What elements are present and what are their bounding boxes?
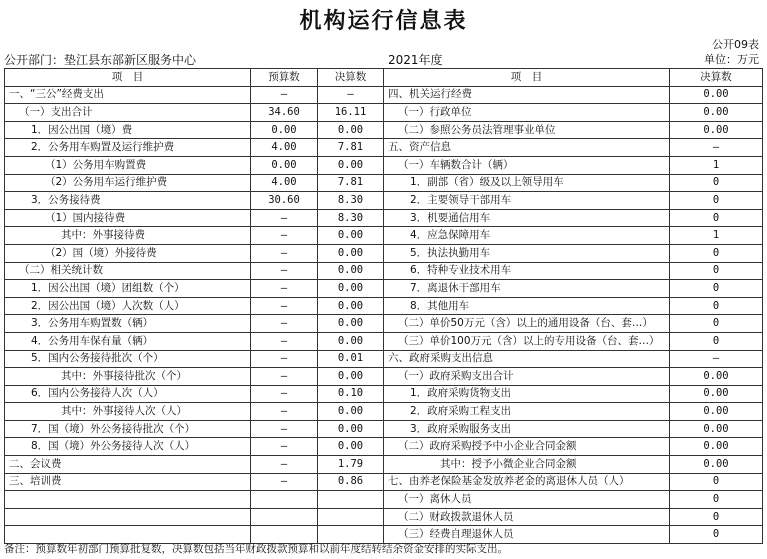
right-item-cell: 7．离退休干部用车 xyxy=(384,280,670,298)
right-item-cell: （一）政府采购支出合计 xyxy=(384,368,670,386)
final-left-cell: 0.00 xyxy=(318,156,384,174)
final-right-cell: 0 xyxy=(670,192,763,210)
left-item-cell: 三、培训费 xyxy=(5,473,251,491)
header-final-left: 决算数 xyxy=(318,69,384,87)
unit-label: 单位：万元 xyxy=(704,53,759,66)
final-left-cell: 0.00 xyxy=(318,244,384,262)
left-item-cell: 3．公务用车购置数（辆） xyxy=(5,315,251,333)
budget-cell: 30.60 xyxy=(251,192,318,210)
right-item-cell: （一）行政单位 xyxy=(384,104,670,122)
left-item-cell: 一、“三公”经费支出 xyxy=(5,86,251,104)
table-row xyxy=(5,262,763,280)
left-item-cell: （2）公务用车运行维护费 xyxy=(5,174,251,192)
final-right-cell: 0.00 xyxy=(670,403,763,421)
left-item-cell: （1）公务用车购置费 xyxy=(5,156,251,174)
left-item-cell xyxy=(5,508,251,526)
final-right-cell: 0 xyxy=(670,174,763,192)
final-right-cell: 0 xyxy=(670,280,763,298)
budget-cell: — xyxy=(251,403,318,421)
budget-cell: — xyxy=(251,473,318,491)
final-right-cell: 1 xyxy=(670,227,763,245)
final-left-cell: 0.00 xyxy=(318,438,384,456)
left-item-cell: 4．公务用车保有量（辆） xyxy=(5,332,251,350)
right-item-cell: 3．政府采购服务支出 xyxy=(384,420,670,438)
final-left-cell: 0.00 xyxy=(318,121,384,139)
left-item-cell: 5．国内公务接待批次（个） xyxy=(5,350,251,368)
final-right-cell: — xyxy=(670,139,763,157)
header-final-right: 决算数 xyxy=(670,69,763,87)
table-row xyxy=(5,508,763,526)
table-row xyxy=(5,156,763,174)
right-item-cell: 3．机要通信用车 xyxy=(384,209,670,227)
right-item-cell: 8．其他用车 xyxy=(384,297,670,315)
budget-cell: — xyxy=(251,262,318,280)
final-left-cell: 0.01 xyxy=(318,350,384,368)
final-right-cell: 0 xyxy=(670,526,763,544)
table-row xyxy=(5,174,763,192)
table-row xyxy=(5,139,763,157)
budget-cell: — xyxy=(251,332,318,350)
budget-cell: 34.60 xyxy=(251,104,318,122)
budget-cell: — xyxy=(251,209,318,227)
budget-cell: — xyxy=(251,244,318,262)
final-right-cell: 0.00 xyxy=(670,104,763,122)
table-row xyxy=(5,403,763,421)
final-left-cell: 0.00 xyxy=(318,280,384,298)
budget-cell: — xyxy=(251,368,318,386)
budget-cell: — xyxy=(251,456,318,474)
right-item-cell: （一）离休人员 xyxy=(384,491,670,509)
right-item-cell: 1．副部（省）级及以上领导用车 xyxy=(384,174,670,192)
table-row xyxy=(5,121,763,139)
right-item-cell: （三）单价100万元（含）以上的专用设备（台、套…） xyxy=(384,332,670,350)
table-row xyxy=(5,209,763,227)
budget-cell: 4.00 xyxy=(251,139,318,157)
budget-cell xyxy=(251,491,318,509)
final-left-cell: 0.00 xyxy=(318,368,384,386)
header-item-right: 项 目 xyxy=(384,69,670,87)
final-right-cell: 0 xyxy=(670,315,763,333)
final-right-cell: 0.00 xyxy=(670,368,763,386)
right-item-cell: （二）参照公务员法管理事业单位 xyxy=(384,121,670,139)
final-left-cell: 0.00 xyxy=(318,297,384,315)
budget-cell: 0.00 xyxy=(251,156,318,174)
right-item-cell: （二）政府采购授予中小企业合同金额 xyxy=(384,438,670,456)
right-item-cell: 2．主要领导干部用车 xyxy=(384,192,670,210)
final-right-cell: — xyxy=(670,350,763,368)
department-label: 公开部门：垫江县东部新区服务中心 xyxy=(4,53,197,67)
table-row xyxy=(5,315,763,333)
table-row xyxy=(5,332,763,350)
table-row xyxy=(5,350,763,368)
right-item-cell: 五、资产信息 xyxy=(384,139,670,157)
right-item-cell: 5．执法执勤用车 xyxy=(384,244,670,262)
right-item-cell: 2．政府采购工程支出 xyxy=(384,403,670,421)
header-row xyxy=(5,69,763,87)
right-item-cell: 六、政府采购支出信息 xyxy=(384,350,670,368)
final-left-cell: 0.00 xyxy=(318,403,384,421)
right-item-cell: （一）车辆数合计（辆） xyxy=(384,156,670,174)
right-item-cell: （二）单价50万元（含）以上的通用设备（台、套…） xyxy=(384,315,670,333)
final-left-cell: 0.10 xyxy=(318,385,384,403)
budget-cell: 4.00 xyxy=(251,174,318,192)
left-item-cell: （1）国内接待费 xyxy=(5,209,251,227)
left-item-cell: 2．公务用车购置及运行维护费 xyxy=(5,139,251,157)
table-row xyxy=(5,192,763,210)
right-item-cell: （三）经费自理退休人员 xyxy=(384,526,670,544)
final-right-cell: 0.00 xyxy=(670,438,763,456)
final-left-cell: 8.30 xyxy=(318,192,384,210)
budget-cell: — xyxy=(251,315,318,333)
final-right-cell: 0 xyxy=(670,473,763,491)
final-right-cell: 0 xyxy=(670,244,763,262)
year-label: 2021年度 xyxy=(388,53,443,67)
right-item-cell: 6．特种专业技术用车 xyxy=(384,262,670,280)
budget-cell xyxy=(251,508,318,526)
left-item-cell: 7．国（境）外公务接待批次（个） xyxy=(5,420,251,438)
final-right-cell: 0.00 xyxy=(670,420,763,438)
table-row xyxy=(5,280,763,298)
right-item-cell: 1．政府采购货物支出 xyxy=(384,385,670,403)
page-title: 机构运行信息表 xyxy=(299,9,468,34)
left-item-cell: 3．公务接待费 xyxy=(5,192,251,210)
table-row xyxy=(5,368,763,386)
table-row xyxy=(5,385,763,403)
left-item-cell: 其中：外事接待人次（人） xyxy=(5,403,251,421)
final-left-cell xyxy=(318,491,384,509)
budget-cell: — xyxy=(251,280,318,298)
table-row xyxy=(5,244,763,262)
final-left-cell: 0.00 xyxy=(318,315,384,333)
header-budget: 预算数 xyxy=(251,69,318,87)
table-row xyxy=(5,297,763,315)
budget-cell: — xyxy=(251,385,318,403)
budget-cell: 0.00 xyxy=(251,121,318,139)
final-right-cell: 0 xyxy=(670,262,763,280)
budget-cell: — xyxy=(251,350,318,368)
table-row xyxy=(5,456,763,474)
budget-cell: — xyxy=(251,227,318,245)
left-item-cell: 6．国内公务接待人次（人） xyxy=(5,385,251,403)
table-row xyxy=(5,227,763,245)
left-item-cell: 2．因公出国（境）人次数（人） xyxy=(5,297,251,315)
final-left-cell: 0.00 xyxy=(318,227,384,245)
right-item-cell: 七、由养老保险基金发放养老金的离退休人员（人） xyxy=(384,473,670,491)
final-right-cell: 0 xyxy=(670,491,763,509)
left-item-cell: 其中：外事接待批次（个） xyxy=(5,368,251,386)
right-item-cell: （二）财政拨款退休人员 xyxy=(384,508,670,526)
left-item-cell: 1．因公出国（境）费 xyxy=(5,121,251,139)
final-left-cell: 1.79 xyxy=(318,456,384,474)
final-left-cell: 7.81 xyxy=(318,139,384,157)
final-left-cell: 7.81 xyxy=(318,174,384,192)
final-right-cell: 0.00 xyxy=(670,385,763,403)
table-row xyxy=(5,420,763,438)
left-item-cell: 8．国（境）外公务接待人次（人） xyxy=(5,438,251,456)
final-right-cell: 0 xyxy=(670,332,763,350)
budget-cell: — xyxy=(251,86,318,104)
header-item-left: 项 目 xyxy=(5,69,251,87)
budget-cell: — xyxy=(251,297,318,315)
table-row xyxy=(5,491,763,509)
final-right-cell: 0 xyxy=(670,508,763,526)
left-item-cell: （2）国（境）外接待费 xyxy=(5,244,251,262)
final-right-cell: 1 xyxy=(670,156,763,174)
right-item-cell: 4．应急保障用车 xyxy=(384,227,670,245)
left-item-cell: 二、会议费 xyxy=(5,456,251,474)
budget-cell: — xyxy=(251,420,318,438)
final-right-cell: 0.00 xyxy=(670,121,763,139)
final-left-cell: 0.00 xyxy=(318,332,384,350)
info-table xyxy=(4,68,763,544)
final-left-cell: 16.11 xyxy=(318,104,384,122)
final-left-cell: — xyxy=(318,86,384,104)
table-row xyxy=(5,104,763,122)
final-left-cell xyxy=(318,508,384,526)
right-item-cell: 其中：授予小微企业合同金额 xyxy=(384,456,670,474)
final-right-cell: 0 xyxy=(670,209,763,227)
left-item-cell xyxy=(5,491,251,509)
budget-cell: — xyxy=(251,438,318,456)
final-left-cell: 0.86 xyxy=(318,473,384,491)
right-item-cell: 四、机关运行经费 xyxy=(384,86,670,104)
final-left-cell: 0.00 xyxy=(318,420,384,438)
final-left-cell: 0.00 xyxy=(318,262,384,280)
final-left-cell: 8.30 xyxy=(318,209,384,227)
table-row xyxy=(5,86,763,104)
left-item-cell: 其中：外事接待费 xyxy=(5,227,251,245)
table-code: 公开09表 xyxy=(712,38,759,51)
final-right-cell: 0.00 xyxy=(670,86,763,104)
left-item-cell: （二）相关统计数 xyxy=(5,262,251,280)
left-item-cell: （一）支出合计 xyxy=(5,104,251,122)
final-right-cell: 0.00 xyxy=(670,456,763,474)
left-item-cell: 1．因公出国（境）团组数（个） xyxy=(5,280,251,298)
footer-note: 备注：预算数年初部门预算批复数，决算数包括当年财政拨款预算和以前年度结转结余资金安排的实际支出。 xyxy=(4,543,508,555)
table-row xyxy=(5,473,763,491)
final-right-cell: 0 xyxy=(670,297,763,315)
table-row xyxy=(5,438,763,456)
